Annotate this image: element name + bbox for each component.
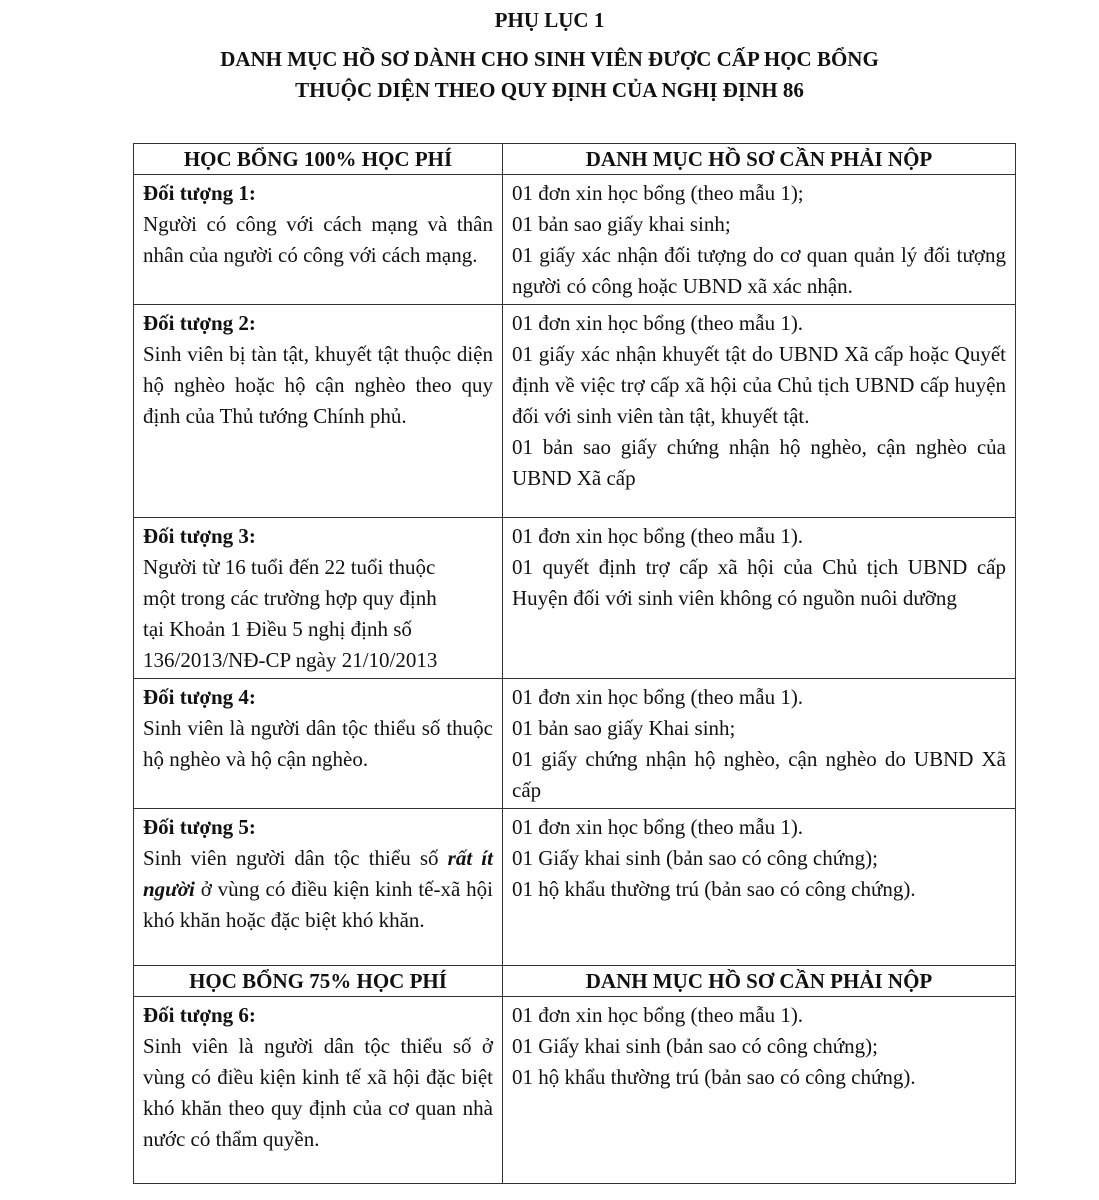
section-75-title: HỌC BỔNG 75% HỌC PHÍ bbox=[134, 966, 503, 997]
section-75-documents-title: DANH MỤC HỒ SƠ CẦN PHẢI NỘP bbox=[503, 966, 1016, 997]
beneficiary-cell bbox=[134, 518, 503, 679]
beneficiary-description-line: 136/2013/NĐ-CP ngày 21/10/2013 bbox=[143, 648, 438, 672]
documents-cell bbox=[503, 305, 1016, 518]
beneficiary-description-line: một trong các trường hợp quy định bbox=[143, 586, 437, 610]
documents-cell bbox=[503, 518, 1016, 679]
document-item: 01 đơn xin học bổng (theo mẫu 1); bbox=[512, 181, 804, 205]
beneficiary-label: Đối tượng 2: bbox=[143, 311, 256, 335]
document-item: 01 hộ khẩu thường trú (bản sao có công chứng). bbox=[512, 1065, 916, 1089]
documents-cell bbox=[503, 679, 1016, 809]
beneficiary-label: Đối tượng 5: bbox=[143, 815, 256, 839]
document-item: 01 đơn xin học bổng (theo mẫu 1). bbox=[512, 311, 804, 335]
description-text: Sinh viên người dân tộc thiểu số bbox=[143, 846, 448, 870]
beneficiary-cell bbox=[134, 809, 503, 966]
table-row bbox=[134, 809, 1016, 966]
document-item: 01 giấy chứng nhận hộ nghèo, cận nghèo do UBND Xã cấp bbox=[512, 747, 1006, 802]
document-item: 01 bản sao giấy chứng nhận hộ nghèo, cận nghèo của UBND Xã cấp bbox=[512, 435, 1006, 490]
table-row bbox=[134, 175, 1016, 305]
document-title-line-1: DANH MỤC HỒ SƠ DÀNH CHO SINH VIÊN ĐƯỢC CẤP HỌC BỔNG bbox=[220, 47, 879, 71]
beneficiary-description: Sinh viên là người dân tộc thiểu số ở vùng có điều kiện kinh tế xã hội đặc biệt khó khăn theo quy định của cơ quan nhà nước có thẩm quyền. bbox=[143, 1034, 493, 1151]
beneficiary-label: Đối tượng 4: bbox=[143, 685, 256, 709]
document-item: 01 đơn xin học bổng (theo mẫu 1). bbox=[512, 685, 804, 709]
table-row bbox=[134, 679, 1016, 809]
document-item: 01 đơn xin học bổng (theo mẫu 1). bbox=[512, 524, 804, 548]
document-item: 01 giấy xác nhận đối tượng do cơ quan quản lý đối tượng người có công hoặc UBND xã xác nhận. bbox=[512, 243, 1006, 298]
document-item: 01 hộ khẩu thường trú (bản sao có công chứng). bbox=[512, 877, 916, 901]
section-100-title: HỌC BỔNG 100% HỌC PHÍ bbox=[134, 144, 503, 175]
table-row bbox=[134, 518, 1016, 679]
beneficiary-description bbox=[143, 843, 493, 936]
documents-cell bbox=[503, 997, 1016, 1184]
document-item: 01 bản sao giấy khai sinh; bbox=[512, 212, 731, 236]
beneficiary-description-line: tại Khoản 1 Điều 5 nghị định số bbox=[143, 617, 412, 641]
document-item: 01 giấy xác nhận khuyết tật do UBND Xã cấp hoặc Quyết định về việc trợ cấp xã hội của Chủ tịch UBND cấp huyện đối với sinh viên tàn tật, khuyết tật. bbox=[512, 342, 1006, 428]
beneficiary-cell bbox=[134, 305, 503, 518]
table-row bbox=[134, 305, 1016, 518]
beneficiary-description-line: Người từ 16 tuổi đến 22 tuổi thuộc bbox=[143, 555, 436, 579]
requirements-table bbox=[133, 143, 1016, 1184]
beneficiary-description: Sinh viên bị tàn tật, khuyết tật thuộc diện hộ nghèo hoặc hộ cận nghèo theo quy định của Thủ tướng Chính phủ. bbox=[143, 342, 493, 428]
documents-cell bbox=[503, 809, 1016, 966]
beneficiary-label: Đối tượng 1: bbox=[143, 181, 256, 205]
beneficiary-cell bbox=[134, 997, 503, 1184]
description-emphasis: rất ít người bbox=[143, 846, 493, 901]
document-title-line-2: THUỘC DIỆN THEO QUY ĐỊNH CỦA NGHỊ ĐỊNH 86 bbox=[295, 78, 804, 102]
beneficiary-cell bbox=[134, 175, 503, 305]
beneficiary-label: Đối tượng 3: bbox=[143, 524, 256, 548]
beneficiary-label: Đối tượng 6: bbox=[143, 1003, 256, 1027]
documents-cell bbox=[503, 175, 1016, 305]
document-item: 01 Giấy khai sinh (bản sao có công chứng); bbox=[512, 846, 878, 870]
document-item: 01 bản sao giấy Khai sinh; bbox=[512, 716, 736, 740]
section-header-75 bbox=[134, 966, 1016, 997]
description-text: ở vùng có điều kiện kinh tế-xã hội khó khăn hoặc đặc biệt khó khăn. bbox=[143, 877, 493, 932]
section-100-documents-title: DANH MỤC HỒ SƠ CẦN PHẢI NỘP bbox=[503, 144, 1016, 175]
document-item: 01 quyết định trợ cấp xã hội của Chủ tịch UBND cấp Huyện đối với sinh viên không có nguồn nuôi dưỡng bbox=[512, 555, 1006, 610]
beneficiary-description: Sinh viên là người dân tộc thiểu số thuộc hộ nghèo và hộ cận nghèo. bbox=[143, 716, 493, 771]
document-item: 01 Giấy khai sinh (bản sao có công chứng); bbox=[512, 1034, 878, 1058]
table-row bbox=[134, 997, 1016, 1184]
beneficiary-cell bbox=[134, 679, 503, 809]
beneficiary-description: Người có công với cách mạng và thân nhân của người có công với cách mạng. bbox=[143, 212, 493, 267]
section-header-100 bbox=[134, 144, 1016, 175]
appendix-heading: PHỤ LỤC 1 bbox=[494, 8, 605, 32]
document-item: 01 đơn xin học bổng (theo mẫu 1). bbox=[512, 1003, 804, 1027]
document-item: 01 đơn xin học bổng (theo mẫu 1). bbox=[512, 815, 804, 839]
